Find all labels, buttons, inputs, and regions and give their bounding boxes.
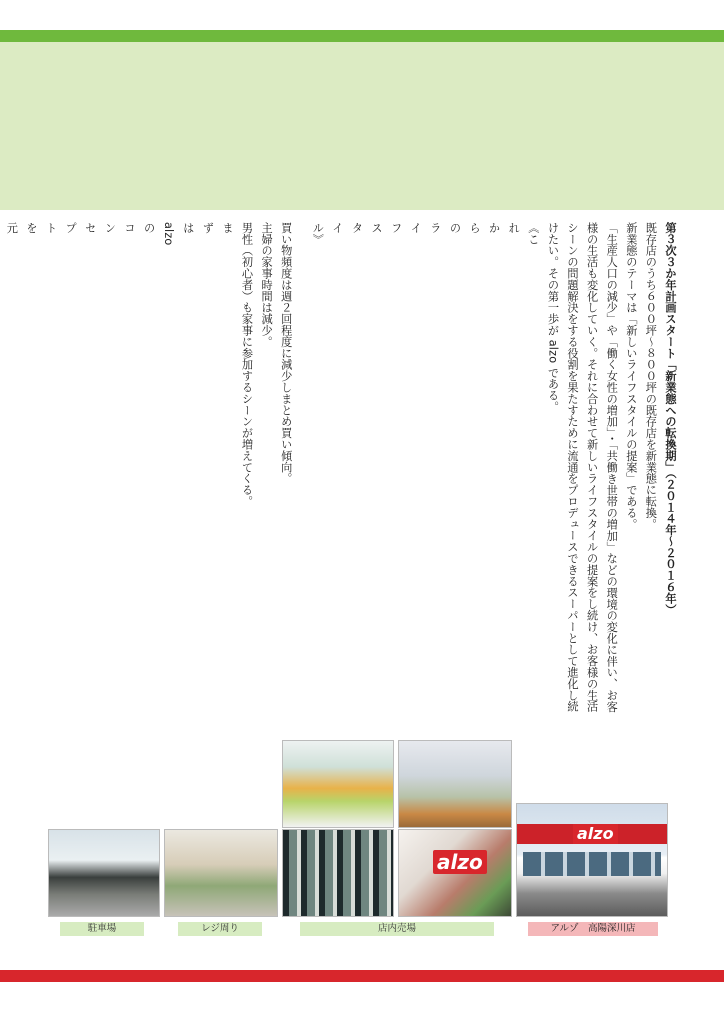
caption-parking: 駐車場: [60, 922, 144, 936]
store-front-glass: [523, 852, 661, 876]
caption-register: レジ周り: [178, 922, 262, 936]
caption-sales-floor: 店内売場: [300, 922, 494, 936]
photo-store-interior: [398, 829, 512, 917]
lifestyle-item-1: 買い物頻度は週２回程度に減少しまとめ買い傾向。: [279, 222, 293, 485]
photo-freezer-section: [282, 829, 394, 917]
paragraph-1: 既存店のうち６００坪〜８００坪の既存店を新業態に転換。: [644, 222, 658, 530]
lifestyle-item-2: 主婦の家事時間は減少。: [260, 222, 274, 348]
bottom-red-stripe: [0, 970, 724, 982]
paragraph-2: 新業態のテーマは「新しいライフスタイルの提案」である。: [624, 222, 638, 530]
lifestyle-item-3: 男性（初心者）も家事に参加するシーンが増えてくる。: [240, 222, 254, 507]
vertical-text-column: 第３次３か年計画スタート「新業態への転換期」（２０１４年〜２０１６年） 既存店のうち６００坪〜８００坪の既存店を新業態に転換。 新業態のテーマは「新しいライフスタイルの提案」である。 「生産人口の減少」や「働く女性の増加」・「共働き世帯の増加」などの環境の変化に伴い、お客様の生活も変化していく。それに合わせて新しいライフスタイルの提案をし続け、お客様の生活シーンの問題解決をする役割を果たすために流通をプロデュースできるスーパーとして進化し続けたい。その第一歩が alzo である。 《これからのライフスタイル》 買い物頻度は週２回程度に減少しまとめ買い傾向。 主婦の家事時間は減少。 男性（初心者）も家事に参加するシーンが増えてくる。 まずは alzo のコンセプトを元: [40, 222, 680, 722]
paragraph-3: 「生産人口の減少」や「働く女性の増加」・「共働き世帯の増加」などの環境の変化に伴い、お客様の生活も変化していく。それに合わせて新しいライフスタイルの提案をし続け、お客様の生活シーンの問題解決をする役割を果たすために流通をプロデュースできるスーパーとして進化し続けたい。その第一歩が alzo である。: [546, 222, 619, 713]
page-top-margin: [0, 0, 724, 30]
photo-register: [164, 829, 278, 917]
alzo-sign-logo: alzo: [573, 824, 618, 844]
header-green-panel: [0, 42, 724, 210]
photo-store-exterior: [516, 803, 668, 917]
photo-store-aisle: [398, 740, 512, 828]
photo-product-shelves: [282, 740, 394, 828]
top-green-stripe: [0, 30, 724, 42]
article-body: [5, 222, 680, 722]
section-heading: 第３次３か年計画スタート「新業態への転換期」（２０１４年〜２０１６年）: [664, 222, 677, 616]
alzo-logo: alzo: [433, 850, 487, 874]
photo-parking: [48, 829, 160, 917]
caption-store: アルゾ 高陽深川店: [528, 922, 658, 936]
